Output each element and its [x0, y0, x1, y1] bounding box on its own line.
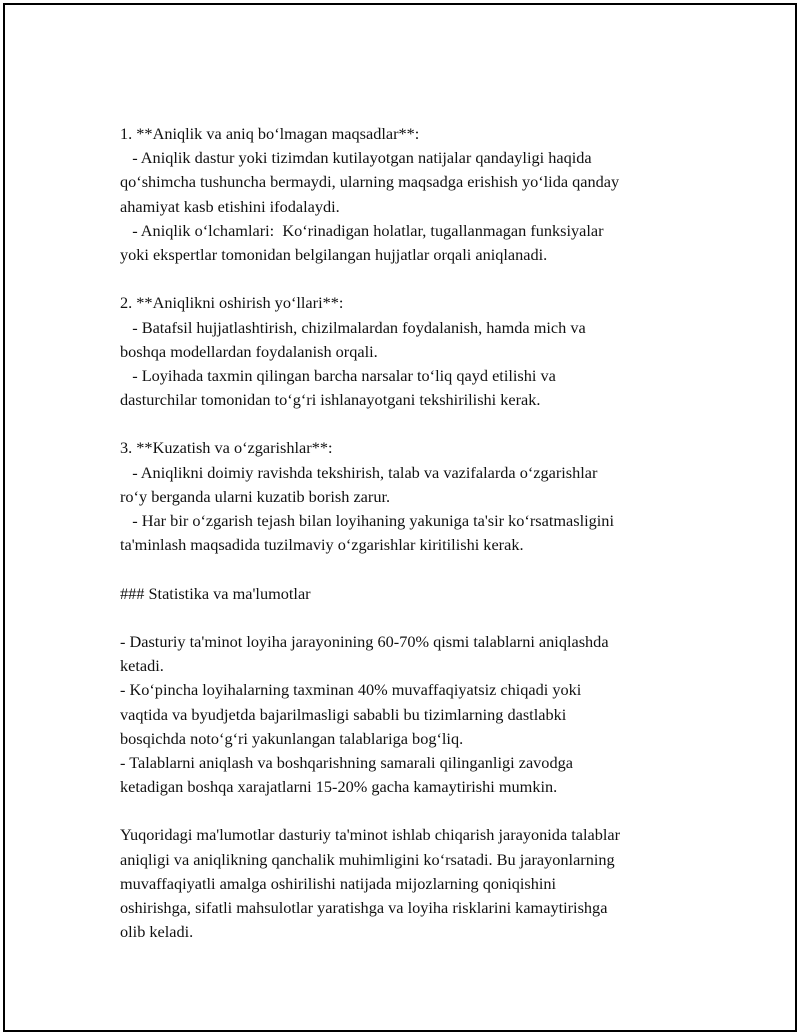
section-3-line-4: ta'minlash maqsadida tuzilmaviy o‘zgarishlar kiritilishi kerak.: [120, 535, 524, 555]
statistics-line-7: ketadigan boshqa xarajatlarni 15-20% gacha kamaytirishi mumkin.: [120, 777, 558, 797]
statistics-line-6: - Talablarni aniqlash va boshqarishning samarali qilinganligi zavodga: [120, 752, 573, 772]
conclusion-line-2: aniqligi va aniqlikning qanchalik muhimligini ko‘rsatadi. Bu jarayonlarning: [120, 849, 615, 869]
section-1-line-3: ahamiyat kasb etishini ifodalaydi.: [120, 196, 340, 216]
section-3-heading: 3. **Kuzatish va o‘zgarishlar**:: [120, 438, 333, 458]
statistics-line-3: - Ko‘pincha loyihalarning taxminan 40% muvaffaqiyatsiz chiqadi yoki: [120, 680, 582, 700]
section-1-line-5: yoki ekspertlar tomonidan belgilangan hujjatlar orqali aniqlanadi.: [120, 244, 548, 264]
section-1-line-4: - Aniqlik o‘lchamlari: Ko‘rinadigan holatlar, tugallanmagan funksiyalar: [120, 220, 604, 240]
document-body: [120, 122, 700, 944]
conclusion-line-5: olib keladi.: [120, 922, 194, 942]
section-3-line-2: ro‘y berganda ularni kuzatib borish zarur.: [120, 486, 391, 506]
paragraph-gap: [120, 412, 700, 436]
section-1-heading: 1. **Aniqlik va aniq bo‘lmagan maqsadlar**:: [120, 124, 420, 143]
paragraph-gap: [120, 606, 700, 630]
statistics-heading: ### Statistika va ma'lumotlar: [120, 583, 311, 603]
paragraph-gap: [120, 557, 700, 581]
conclusion-line-1: Yuqoridagi ma'lumotlar dasturiy ta'minot ishlab chiqarish jarayonida talablar: [120, 825, 621, 845]
paragraph-gap: [120, 267, 700, 291]
section-3-line-1: - Aniqlikni doimiy ravishda tekshirish, talab va vazifalarda o‘zgarishlar: [120, 462, 598, 482]
statistics-line-4: vaqtida va byudjetda bajarilmasligi sababli bu tizimlarning dastlabki: [120, 704, 567, 724]
section-2-heading: 2. **Aniqlikni oshirish yo‘llari**:: [120, 293, 344, 313]
statistics-line-2: ketadi.: [120, 656, 164, 676]
section-2-line-1: - Batafsil hujjatlashtirish, chizilmalardan foydalanish, hamda mich va: [120, 317, 586, 337]
section-2-line-3: - Loyihada taxmin qilingan barcha narsalar to‘liq qayd etilishi va: [120, 365, 556, 385]
conclusion-line-3: muvaffaqiyatli amalga oshirilishi natijada mijozlarning qoniqishini: [120, 873, 557, 893]
statistics-line-5: bosqichda noto‘g‘ri yakunlangan talablariga bog‘liq.: [120, 728, 464, 748]
conclusion-line-4: oshirishga, sifatli mahsulotlar yaratishga va loyiha risklarini kamaytirishga: [120, 898, 608, 917]
section-2-line-4: dasturchilar tomonidan to‘g‘ri ishlanayotgani tekshirilishi kerak.: [120, 390, 541, 410]
statistics-line-1: - Dasturiy ta'minot loyiha jarayonining 60-70% qismi talablarni aniqlashda: [120, 631, 609, 651]
section-1-line-1: - Aniqlik dastur yoki tizimdan kutilayotgan natijalar qandayligi haqida: [120, 148, 592, 168]
section-2-line-2: boshqa modellardan foydalanish orqali.: [120, 341, 378, 361]
section-3-line-3: - Har bir o‘zgarish tejash bilan loyihaning yakuniga ta'sir ko‘rsatmasligini: [120, 511, 614, 530]
paragraph-gap: [120, 799, 700, 823]
section-1-line-2: qo‘shimcha tushuncha bermaydi, ularning maqsadga erishish yo‘lida qanday: [120, 172, 620, 192]
document-page: [3, 3, 797, 1032]
